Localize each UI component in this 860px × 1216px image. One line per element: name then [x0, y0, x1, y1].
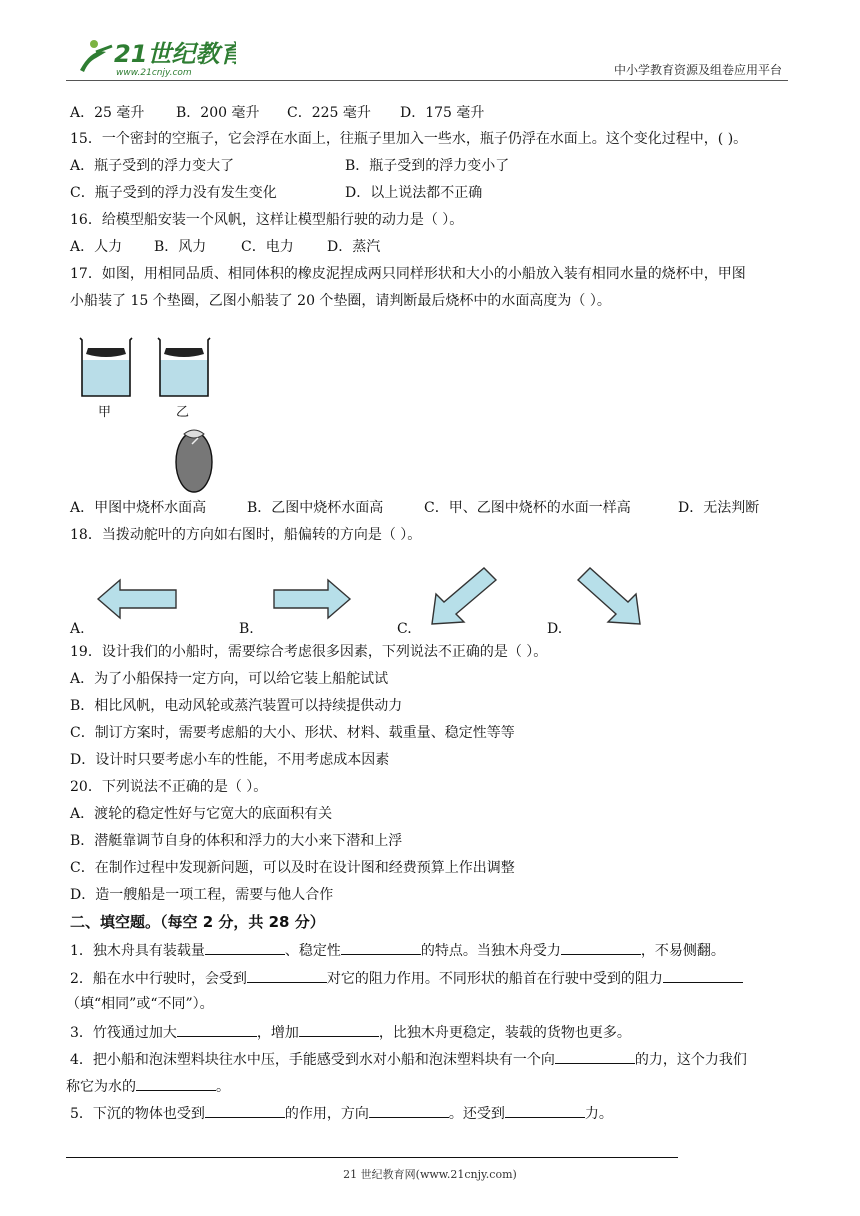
q15-option-c: C．瓶子受到的浮力没有发生变化: [70, 185, 277, 201]
arrow-left-icon: [96, 578, 178, 624]
q19-stem: 19．设计我们的小船时，需要综合考虑很多因素，下列说法不正确的是（ ）。: [70, 644, 548, 660]
logo-url: www.21cnjy.com: [116, 68, 192, 78]
q19-option-c: C．制订方案时，需要考虑船的大小、形状、材料、载重量、稳定性等等: [70, 725, 515, 741]
q16-option-d: D．蒸汽: [327, 239, 381, 255]
q17-option-a: A．甲图中烧杯水面高: [70, 500, 207, 516]
q20-option-b: B．潜艇靠调节自身的体积和浮力的大小来下潜和上浮: [70, 833, 403, 849]
fill-q3-text-3: ，比独木舟更稳定，装载的货物也更多。: [378, 1025, 631, 1041]
header-platform-text: 中小学教育资源及组卷应用平台: [613, 63, 782, 77]
fill-q2-text-1: 2．船在水中行驶时，会受到: [70, 971, 247, 987]
q16-option-c: C．电力: [241, 239, 294, 255]
blank[interactable]: [555, 1049, 635, 1064]
fill-q5: [70, 1103, 613, 1123]
blank[interactable]: [205, 1103, 285, 1118]
fill-q4-text-3: 称它为水的: [66, 1079, 136, 1095]
fill-q4-text-4: 。: [216, 1079, 230, 1095]
q16-stem: 16．给模型船安装一个风帆，这样让模型船行驶的动力是（ ）。: [70, 212, 464, 228]
fill-q3-text-2: ，增加: [256, 1025, 299, 1041]
q20-option-c: C．在制作过程中发现新问题，可以及时在设计图和经费预算上作出调整: [70, 860, 515, 876]
site-logo: [66, 34, 236, 78]
q19-option-a: A．为了小船保持一定方向，可以给它装上船舵试试: [70, 671, 389, 687]
fill-q4-line2: [66, 1076, 230, 1096]
footer-text: 21 世纪教育网(www.21cnjy.com): [343, 1168, 517, 1181]
header-divider: [66, 80, 788, 81]
q18-option-a: A.: [70, 621, 85, 637]
figure-label-yi: 乙: [176, 405, 190, 420]
fill-q2-hint: （填“相同”或“不同”）。: [66, 996, 214, 1012]
q17-stem-line1: 17．如图，用相同品质、相同体积的橡皮泥捏成两只同样形状和大小的小船放入装有相同水量的烧杯中，甲图: [70, 266, 746, 282]
blank[interactable]: [299, 1022, 379, 1037]
q18-option-d: D.: [547, 621, 563, 637]
figure-label-jia: 甲: [98, 405, 112, 420]
q15-stem: 15．一个密封的空瓶子，它会浮在水面上，往瓶子里加入一些水，瓶子仍浮在水面上。这个变化过程中，( )。: [70, 131, 748, 147]
q19-option-b: B．相比风帆，电动风轮或蒸汽装置可以持续提供动力: [70, 698, 403, 714]
q17-option-b: B．乙图中烧杯水面高: [247, 500, 384, 516]
blank[interactable]: [247, 968, 327, 983]
q17-beaker-figure: [74, 334, 234, 494]
blank[interactable]: [663, 968, 743, 983]
fill-q1-text-1: 1．独木舟具有装载量: [70, 943, 205, 959]
fill-q2-text-2: 对它的阻力作用。不同形状的船首在行驶中受到的阻力: [326, 971, 663, 987]
q14-option-d: D．175 毫升: [400, 105, 485, 121]
q15-option-a: A．瓶子受到的浮力变大了: [70, 158, 235, 174]
arrow-down-left-icon: [428, 566, 500, 632]
fill-q5-text-2: 的作用，方向: [284, 1106, 369, 1122]
q18-stem: 18．当拨动舵叶的方向如右图时，船偏转的方向是（ ）。: [70, 527, 422, 543]
fill-q4-text-2: 的力，这个力我们: [634, 1052, 747, 1068]
fill-q3: [70, 1022, 631, 1042]
q15-option-d: D．以上说法都不正确: [345, 185, 483, 201]
arrow-right-icon: [272, 578, 352, 624]
blank[interactable]: [177, 1022, 257, 1037]
q14-option-c: C．225 毫升: [287, 105, 371, 121]
q14-option-a: A．25 毫升: [70, 105, 145, 121]
q19-option-d: D．设计时只要考虑小车的性能，不用考虑成本因素: [70, 752, 390, 768]
blank[interactable]: [205, 940, 285, 955]
q20-option-a: A．渡轮的稳定性好与它宽大的底面积有关: [70, 806, 333, 822]
logo-text: 21世纪教育: [114, 40, 236, 68]
blank[interactable]: [136, 1076, 216, 1091]
fill-q1-text-4: ，不易侧翻。: [640, 943, 725, 959]
blank[interactable]: [561, 940, 641, 955]
q17-option-c: C．甲、乙图中烧杯的水面一样高: [424, 500, 631, 516]
blank[interactable]: [341, 940, 421, 955]
fill-q1: [70, 940, 725, 960]
fill-q2: [70, 968, 743, 988]
fill-q1-text-2: 、稳定性: [284, 943, 341, 959]
q20-option-d: D．造一艘船是一项工程，需要与他人合作: [70, 887, 334, 903]
q18-option-c: C.: [397, 621, 412, 637]
fill-q5-text-1: 5．下沉的物体也受到: [70, 1106, 205, 1122]
blank[interactable]: [369, 1103, 449, 1118]
q20-stem: 20．下列说法不正确的是（ ）。: [70, 779, 268, 795]
blank[interactable]: [505, 1103, 585, 1118]
q17-option-d: D．无法判断: [678, 500, 760, 516]
section-2-heading: 二、填空题。（每空 2 分，共 28 分）: [70, 913, 325, 931]
q15-option-b: B．瓶子受到的浮力变小了: [345, 158, 510, 174]
fill-q4: [70, 1049, 747, 1069]
q18-option-b: B.: [239, 621, 254, 637]
q16-option-b: B．风力: [154, 239, 207, 255]
footer-divider: [66, 1157, 678, 1158]
q16-option-a: A．人力: [70, 239, 123, 255]
fill-q1-text-3: 的特点。当独木舟受力: [420, 943, 561, 959]
fill-q5-text-3: 。还受到: [448, 1106, 505, 1122]
fill-q4-text-1: 4．把小船和泡沫塑料块往水中压，手能感受到水对小船和泡沫塑料块有一个向: [70, 1052, 555, 1068]
fill-q3-text-1: 3．竹筏通过加大: [70, 1025, 177, 1041]
q17-stem-line2: 小船装了 15 个垫圈，乙图小船装了 20 个垫圈，请判断最后烧杯中的水面高度为（ ）。: [70, 293, 611, 309]
arrow-down-right-icon: [576, 566, 646, 632]
fill-q5-text-4: 力。: [584, 1106, 613, 1122]
q14-option-b: B．200 毫升: [176, 105, 260, 121]
